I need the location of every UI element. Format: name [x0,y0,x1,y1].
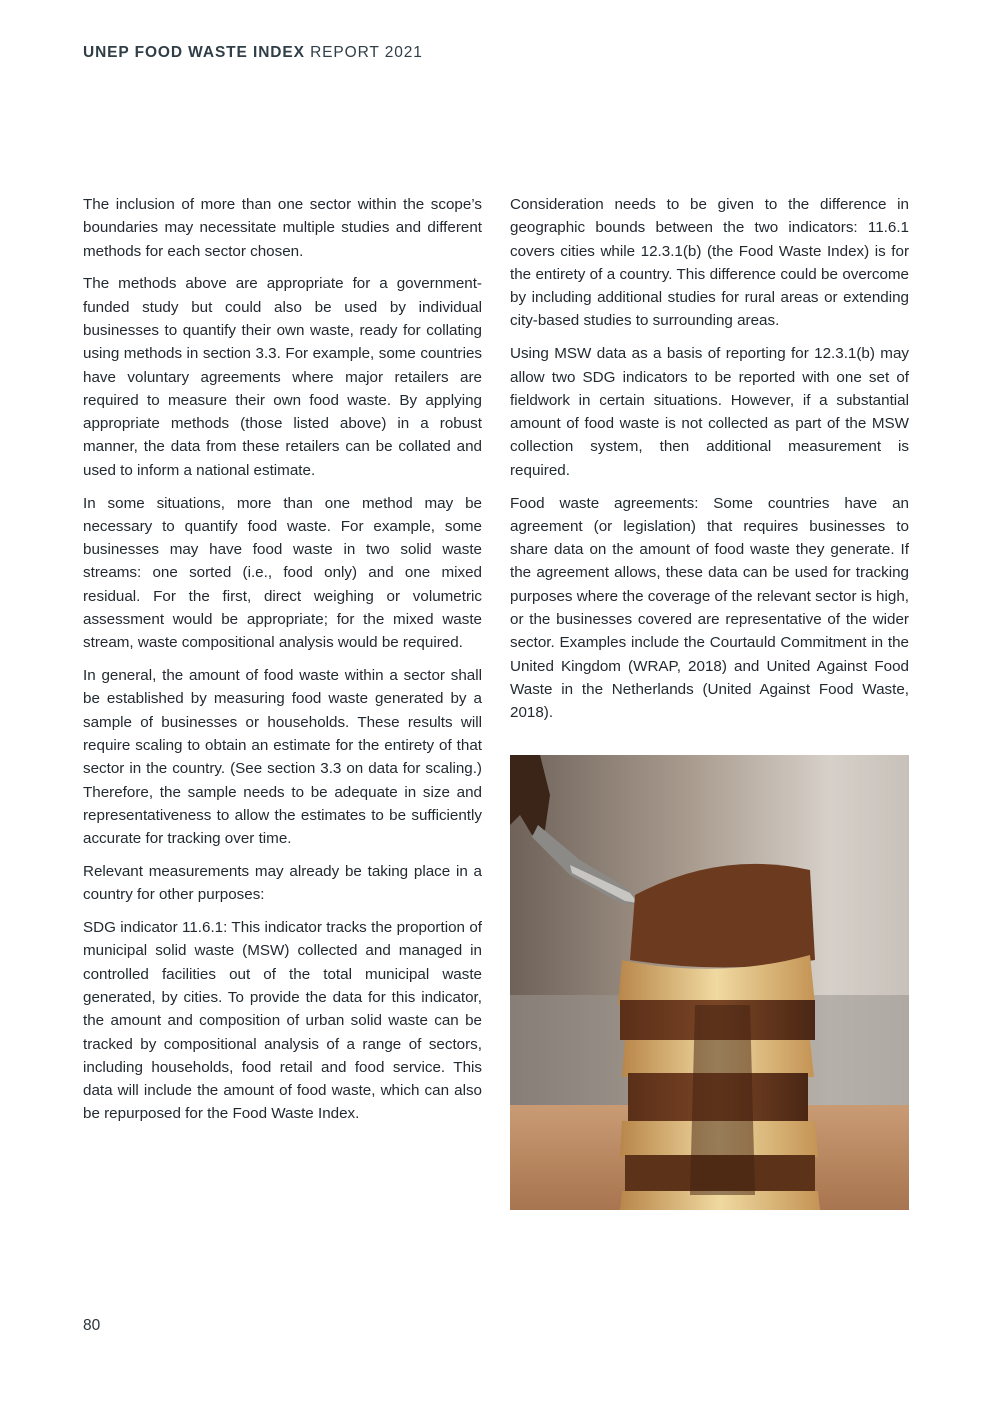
left-column [83,193,482,1135]
report-header [83,44,423,62]
banana-bread-photo [510,755,909,1210]
paragraph: SDG indicator 11.6.1: This indicator tracks the proportion of municipal solid waste (MSW) collected and managed in controlled facilities out of the total municipal waste generated, by cities. To provide the data for this indicator, the amount and composition of urban solid waste can be tracked by compositional analysis of a range of sectors, including households, food retail and food service. This data will include the amount of food waste, which can also be repurposed for the Food Waste Index. [83,919,482,1123]
paragraph: In general, the amount of food waste within a sector shall be established by measuring food waste generated by a sample of businesses or households. These results will require scaling to obtain an estimate for the entirety of that sector in the country. (See section 3.3 on data for scaling.) Therefore, the sample needs to be adequate in size and representativeness to allow the estimates to be sufficiently accurate for tracking over time. [83,667,482,848]
paragraph: Relevant measurements may already be taking place in a country for other purposes: [83,863,482,904]
right-column [510,193,909,734]
report-subtitle: REPORT 2021 [310,44,423,61]
paragraph: The methods above are appropriate for a government-funded study but could also be used by individual businesses to quantify their own waste, ready for collating using methods in section 3.3. For example, some countries have voluntary agreements where major retailers are required to measure their own food waste. By applying appropriate methods (those listed above) in a robust manner, the data from these retailers can be collated and used to inform a national estimate. [83,275,482,479]
page-number: 80 [83,1317,101,1334]
paragraph: Food waste agreements: Some countries have an agreement (or legislation) that requires businesses to share data on the amount of food waste they generate. If the agreement allows, these data can be used for tracking purposes where the coverage of the relevant sector is high, or the businesses covered are representative of the wider sector. Examples include the Courtauld Commitment in the United Kingdom (WRAP, 2018) and United Against Food Waste in the Netherlands (United Against Food Waste, 2018). [510,494,909,722]
report-title: UNEP FOOD WASTE INDEX [83,44,305,61]
paragraph: In some situations, more than one method may be necessary to quantify food waste. For example, some businesses may have food waste in two solid waste streams: one sorted (i.e., food only) and one mixed residual. For the first, direct weighing or volumetric assessment would be appropriate; for the mixed waste stream, waste compositional analysis would be required. [83,494,482,652]
paragraph: The inclusion of more than one sector within the scope’s boundaries may necessitate multiple studies and different methods for each sector chosen. [83,196,482,260]
bread-stack [618,864,820,1210]
paragraph: Consideration needs to be given to the difference in geographic bounds between the two indicators: 11.6.1 covers cities while 12.3.1(b) (the Food Waste Index) is for the entirety of a country. This difference could be overcome by including additional studies for rural areas or extending city-based studies to surrounding areas. [510,196,909,330]
paragraph: Using MSW data as a basis of reporting for 12.3.1(b) may allow two SDG indicators to be reported with one set of fieldwork in certain situations. However, if a substantial amount of food waste is not collected as part of the MSW collection system, then additional measurement is required. [510,345,909,479]
